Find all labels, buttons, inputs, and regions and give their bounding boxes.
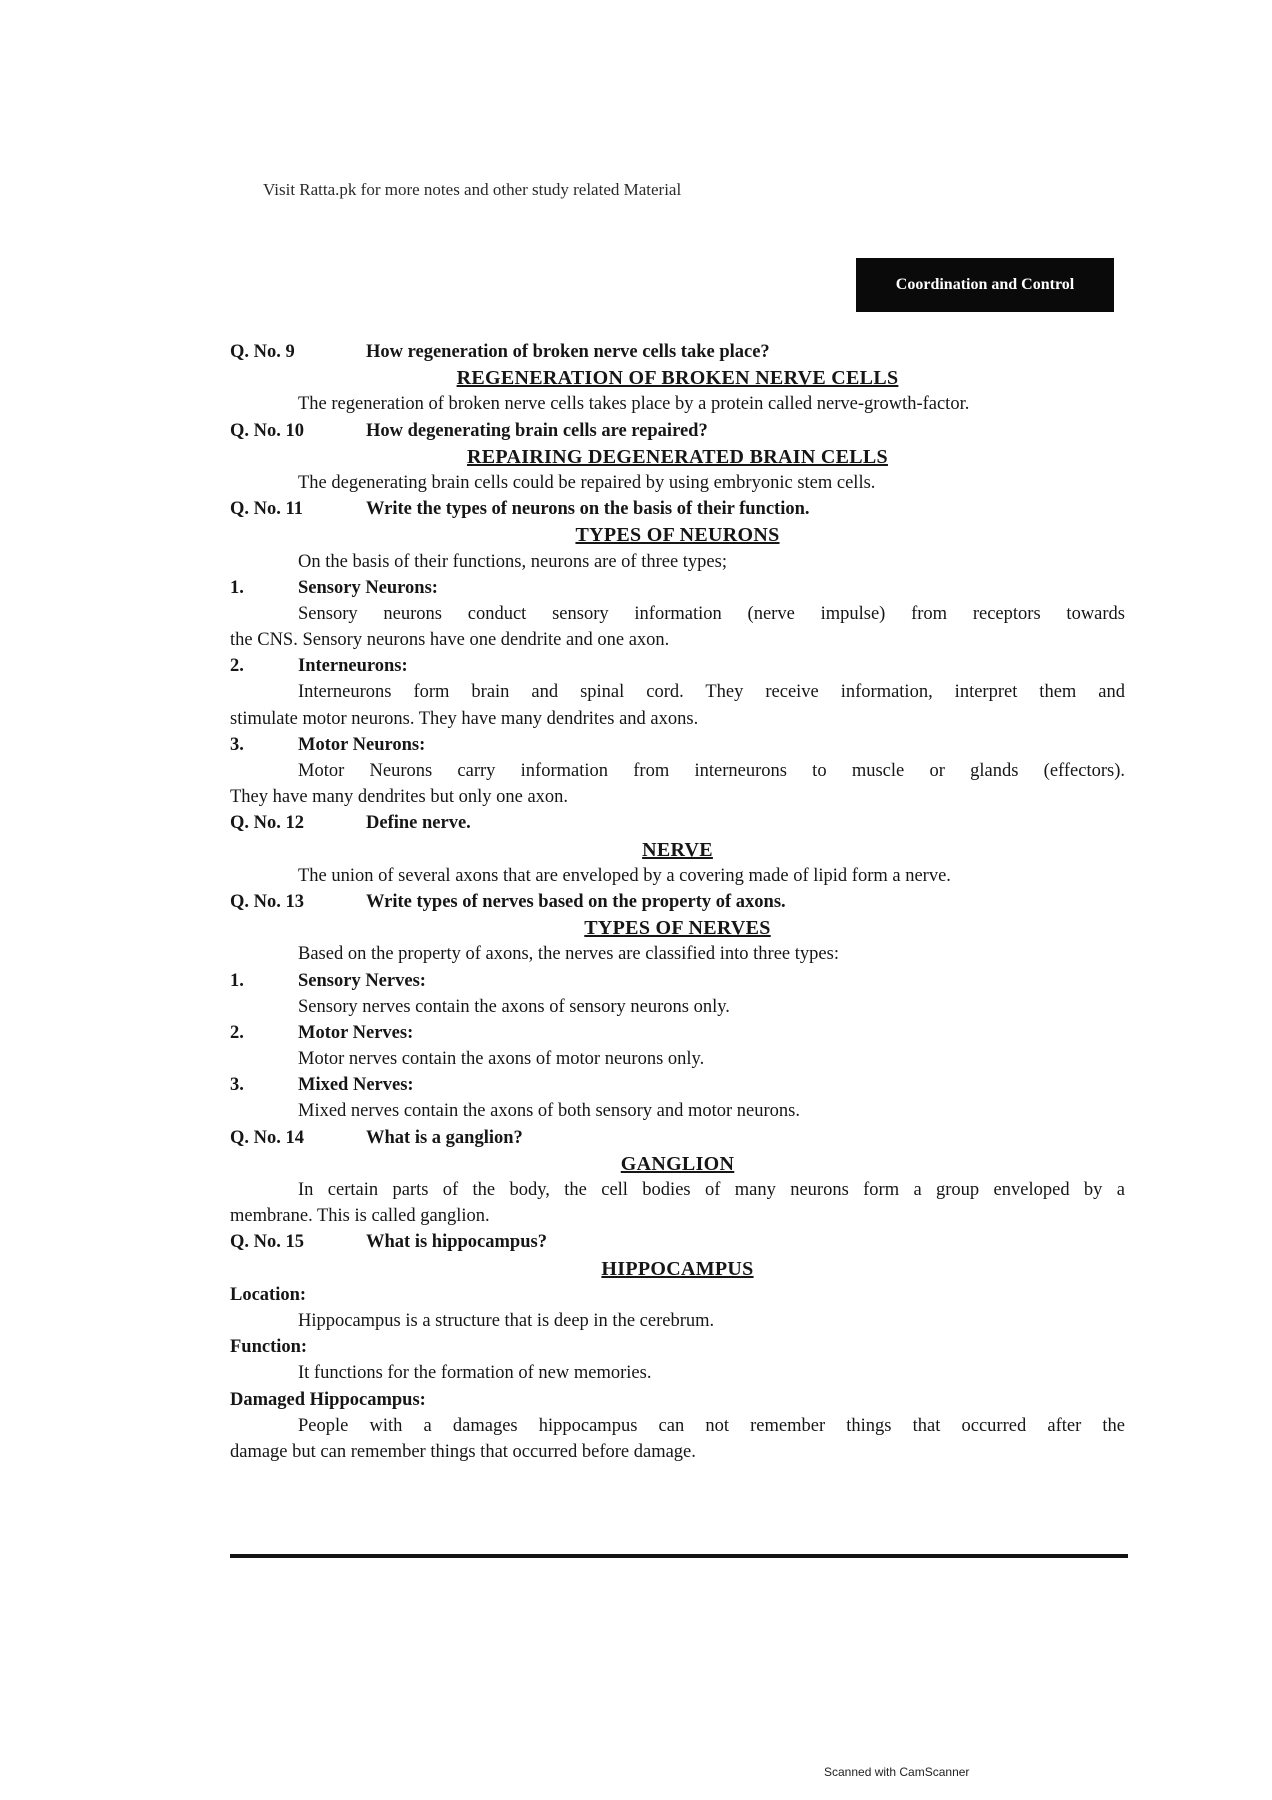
list-item-text: Motor nerves contain the axons of motor neurons only. [298,1049,705,1070]
list-item-text: Sensory nerves contain the axons of sensory neurons only. [298,996,730,1017]
damaged-text: People with a damages hippocampus can not remember things that occurred after the [298,1415,1125,1436]
answer-text: The degenerating brain cells could be repaired by using embryonic stem cells. [298,472,876,493]
list-item-text: Mixed nerves contain the axons of both sensory and motor neurons. [298,1101,800,1122]
list-item-text: They have many dendrites but only one axon. [230,787,569,808]
question-row [230,889,1125,915]
question-row [230,1229,1125,1255]
question-text: Write types of nerves based on the property of axons. [366,891,786,912]
list-item-title: 3. Motor Neurons: [230,734,426,755]
question-row [230,418,1125,444]
question-number: Q. No. 14 [230,1127,304,1148]
answer-text: The regeneration of broken nerve cells takes place by a protein called nerve-growth-factor. [298,394,970,415]
list-item-title: 2. Interneurons: [230,656,408,677]
function-text: It functions for the formation of new memories. [298,1363,652,1384]
section-heading: TYPES OF NERVES [584,917,771,940]
intro-text: Based on the property of axons, the nerves are classified into three types: [298,944,839,965]
question-number: Q. No. 15 [230,1232,304,1253]
page-divider [230,1554,1128,1558]
location-text: Hippocampus is a structure that is deep in the cerebrum. [298,1310,715,1331]
list-item-text: Interneurons form brain and spinal cord. They receive information, interpret them and [298,682,1125,703]
list-item-title: 2. Motor Nerves: [230,1022,414,1043]
list-item-text: Sensory neurons conduct sensory information (nerve impulse) from receptors towards [298,603,1125,624]
section-heading: REGENERATION OF BROKEN NERVE CELLS [456,367,899,390]
question-text: Define nerve. [366,813,471,834]
intro-text: On the basis of their functions, neurons are of three types; [298,551,727,572]
question-row [230,339,1125,365]
question-text: How regeneration of broken nerve cells take place? [366,342,770,362]
question-number: Q. No. 13 [230,891,304,912]
answer-text: The union of several axons that are enveloped by a covering made of lipid form a nerve. [298,865,951,886]
list-item-text: stimulate motor neurons. They have many dendrites and axons. [230,708,699,729]
question-row [230,810,1125,836]
chapter-badge: Coordination and Control [856,258,1114,312]
damaged-label: Damaged Hippocampus: [230,1389,426,1410]
function-label: Function: [230,1337,308,1358]
question-text: How degenerating brain cells are repaired? [366,420,708,441]
list-item-title: 1. Sensory Neurons: [230,577,438,598]
section-heading: REPAIRING DEGENERATED BRAIN CELLS [467,445,888,468]
section-heading: TYPES OF NEURONS [575,524,780,547]
section-heading: HIPPOCAMPUS [601,1257,754,1280]
question-row [230,1125,1125,1151]
list-item-title: 3. Mixed Nerves: [230,1075,414,1096]
question-text: What is a ganglion? [366,1127,523,1148]
question-row [230,496,1125,522]
list-item-text: Motor Neurons carry information from interneurons to muscle or glands (effectors). [298,761,1125,781]
section-heading: GANGLION [620,1152,735,1175]
answer-text: In certain parts of the body, the cell bodies of many neurons form a group enveloped by a [298,1180,1125,1200]
question-text: What is hippocampus? [366,1232,547,1253]
question-number: Q. No. 11 [230,499,303,520]
location-label: Location: [230,1284,307,1305]
question-number: Q. No. 10 [230,420,304,441]
list-item-title: 1. Sensory Nerves: [230,970,426,991]
site-note: Visit Ratta.pk for more notes and other study related Material [263,180,682,199]
notes-body [230,339,1125,1465]
answer-text: membrane. This is called ganglion. [230,1206,490,1227]
question-number: Q. No. 9 [230,342,295,362]
question-number: Q. No. 12 [230,813,304,834]
scanner-watermark: Scanned with CamScanner [824,1765,970,1779]
damaged-text: damage but can remember things that occurred before damage. [230,1441,696,1462]
list-item-text: the CNS. Sensory neurons have one dendrite and one axon. [230,630,670,651]
question-text: Write the types of neurons on the basis of their function. [366,499,810,520]
section-heading: NERVE [642,838,713,861]
